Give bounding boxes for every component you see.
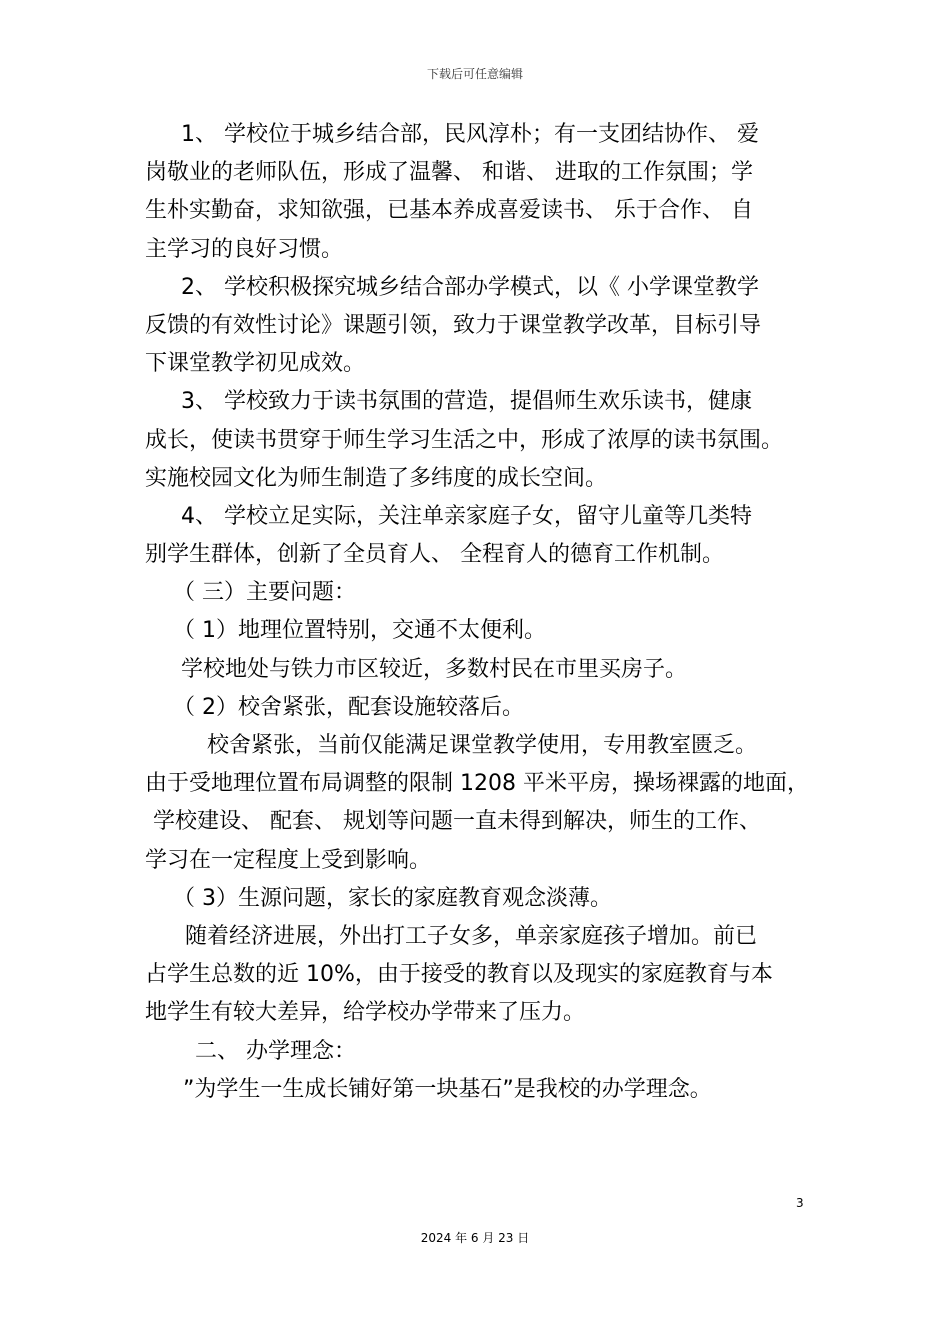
problem-1-text: 学校地处与铁力市区较近，多数村民在市里买房子。	[181, 656, 688, 682]
section-heading-problems: （ 三）主要问题：	[173, 580, 356, 606]
paragraph-1-line-3: 生朴实勤奋，求知欲强，已基本养成喜爱读书、 乐于合作、 自	[145, 198, 753, 224]
paragraph-4-line-2: 别学生群体，创新了全员育人、 全程育人的德育工作机制。	[145, 542, 724, 568]
paragraph-4-line-1: 4、 学校立足实际，关注单亲家庭子女，留守儿童等几类特	[181, 503, 752, 529]
problem-2-line-3: 学校建设、 配套、 规划等问题一直未得到解决，师生的工作、	[153, 809, 761, 835]
page-footer-date: 2024 年 6 月 23 日	[420, 1231, 530, 1245]
problem-2-heading: （ 2）校舍紧张，配套设施较落后。	[173, 694, 524, 720]
paragraph-1-line-1: 1、 学校位于城乡结合部，民风淳朴；有一支团结协作、 爱	[181, 122, 759, 147]
problem-2-line-2: 由于受地理位置布局调整的限制 1208 平米平房，操场裸露的地面，	[145, 771, 809, 797]
paragraph-2-line-3: 下课堂教学初见成效。	[145, 351, 366, 377]
paragraph-3-line-2: 成长，使读书贯穿于师生学习生活之中，形成了浓厚的读书氛围。	[145, 427, 784, 453]
problem-3-line-3: 地学生有较大差异，给学校办学带来了压力。	[145, 1000, 586, 1026]
paragraph-3-line-1: 3、 学校致力于读书氛围的营造，提倡师生欢乐读书，健康	[181, 389, 752, 415]
paragraph-2-line-2: 反馈的有效性讨论》课题引领，致力于课堂教学改革，目标引导	[145, 312, 762, 338]
document-body	[145, 116, 810, 1109]
philosophy-text: ”为学生一生成长铺好第一块基石”是我校的办学理念。	[183, 1076, 712, 1102]
page-header: 下载后可任意编辑	[426, 67, 523, 81]
paragraph-1-line-2: 岗敬业的老师队伍，形成了温馨、 和谐、 进取的工作氛围；学	[145, 160, 753, 186]
page-number: 3	[796, 1196, 804, 1210]
problem-3-line-1: 随着经济进展，外出打工子女多，单亲家庭孩子增加。前已	[185, 923, 758, 949]
problem-2-line-1: 校舍紧张，当前仅能满足课堂教学使用，专用教室匮乏。	[207, 733, 758, 758]
paragraph-2-line-1: 2、 学校积极探究城乡结合部办学模式，以《 小学课堂教学	[181, 274, 759, 300]
paragraph-1-line-4: 主学习的良好习惯。	[145, 236, 344, 262]
section-heading-philosophy: 二、 办学理念：	[195, 1038, 356, 1064]
problem-2-line-4: 学习在一定程度上受到影响。	[145, 847, 432, 873]
paragraph-3-line-3: 实施校园文化为师生制造了多纬度的成长空间。	[145, 465, 608, 491]
problem-3-line-2: 占学生总数的近 10%，由于接受的教育以及现实的家庭教育与本	[145, 962, 773, 988]
problem-1-heading: （ 1）地理位置特别，交通不太便利。	[173, 618, 546, 644]
problem-3-heading: （ 3）生源问题，家长的家庭教育观念淡薄。	[173, 885, 612, 911]
